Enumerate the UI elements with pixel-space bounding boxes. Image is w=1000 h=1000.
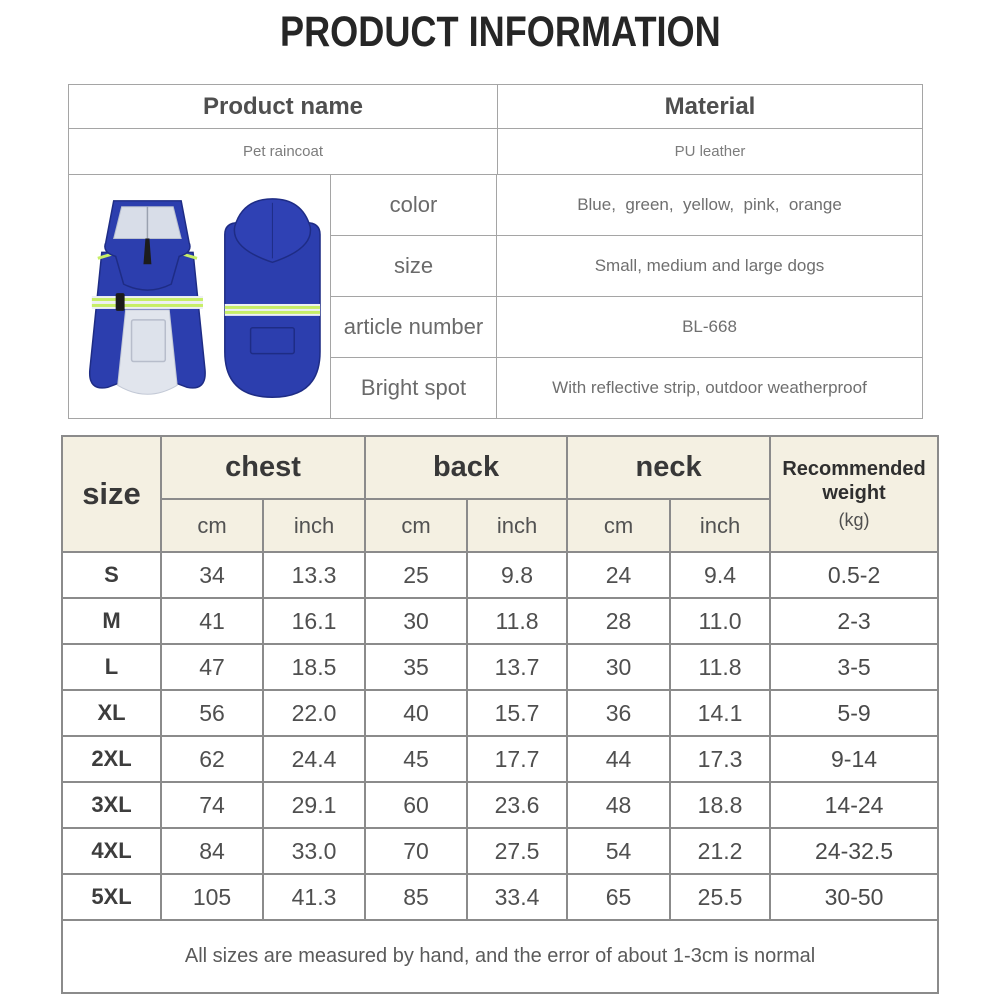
size-cell: 4XL: [62, 828, 161, 874]
neck-inch-cell: 18.8: [670, 782, 770, 828]
chest-cm-cell: 105: [161, 874, 263, 920]
spec-label-bright-spot: Bright spot: [331, 358, 497, 419]
chest-cm-cell: 56: [161, 690, 263, 736]
raincoat-front-view: [89, 200, 204, 393]
weight-column-header: [770, 436, 938, 552]
size-row-4xl: [62, 828, 938, 874]
size-row-5xl: [62, 874, 938, 920]
spec-label-size: size: [331, 236, 497, 297]
size-cell: 5XL: [62, 874, 161, 920]
size-cell: XL: [62, 690, 161, 736]
spec-label-color: color: [331, 175, 497, 236]
neck-column-header: neck: [567, 436, 770, 499]
neck-cm-cell: 44: [567, 736, 670, 782]
back-inch-cell: 23.6: [467, 782, 567, 828]
size-row-m: [62, 598, 938, 644]
back-column-header: back: [365, 436, 567, 499]
size-column-header: size: [62, 436, 161, 552]
page-title: PRODUCT INFORMATION: [279, 8, 721, 56]
material-header: Material: [498, 85, 923, 129]
neck-cm-cell: 24: [567, 552, 670, 598]
chest-inch-cell: 13.3: [263, 552, 365, 598]
back-inch-cell: 9.8: [467, 552, 567, 598]
back-inch-cell: 15.7: [467, 690, 567, 736]
chest-cm-header: cm: [161, 499, 263, 552]
back-inch-cell: 33.4: [467, 874, 567, 920]
weight-cell: 3-5: [770, 644, 938, 690]
back-inch-header: inch: [467, 499, 567, 552]
size-cell: S: [62, 552, 161, 598]
size-row-s: [62, 552, 938, 598]
material-value: PU leather: [498, 129, 923, 175]
size-chart-table: [61, 435, 939, 994]
neck-cm-cell: 65: [567, 874, 670, 920]
product-name-value: Pet raincoat: [69, 129, 498, 175]
size-cell: M: [62, 598, 161, 644]
chest-cm-cell: 41: [161, 598, 263, 644]
back-cm-cell: 60: [365, 782, 467, 828]
weight-cell: 5-9: [770, 690, 938, 736]
back-inch-cell: 17.7: [467, 736, 567, 782]
weight-cell: 2-3: [770, 598, 938, 644]
back-cm-cell: 70: [365, 828, 467, 874]
back-inch-cell: 13.7: [467, 644, 567, 690]
neck-cm-cell: 48: [567, 782, 670, 828]
size-row-xl: [62, 690, 938, 736]
product-name-header: Product name: [69, 85, 498, 129]
spec-table: [68, 174, 923, 419]
chest-cm-cell: 84: [161, 828, 263, 874]
size-row-3xl: [62, 782, 938, 828]
weight-cell: 24-32.5: [770, 828, 938, 874]
neck-inch-cell: 9.4: [670, 552, 770, 598]
chest-inch-cell: 18.5: [263, 644, 365, 690]
measurement-disclaimer: All sizes are measured by hand, and the error of about 1-3cm is normal: [62, 920, 938, 993]
neck-inch-cell: 11.0: [670, 598, 770, 644]
back-cm-cell: 35: [365, 644, 467, 690]
back-cm-cell: 85: [365, 874, 467, 920]
back-cm-cell: 45: [365, 736, 467, 782]
chest-inch-cell: 16.1: [263, 598, 365, 644]
back-inch-cell: 27.5: [467, 828, 567, 874]
size-row-2xl: [62, 736, 938, 782]
neck-inch-header: inch: [670, 499, 770, 552]
neck-inch-cell: 14.1: [670, 690, 770, 736]
spec-label-article-number: article number: [331, 297, 497, 358]
neck-cm-cell: 30: [567, 644, 670, 690]
chest-inch-cell: 24.4: [263, 736, 365, 782]
back-inch-cell: 11.8: [467, 598, 567, 644]
chest-column-header: chest: [161, 436, 365, 499]
chest-cm-cell: 47: [161, 644, 263, 690]
neck-inch-cell: 11.8: [670, 644, 770, 690]
raincoat-back-view: [224, 198, 319, 396]
chest-inch-cell: 22.0: [263, 690, 365, 736]
back-cm-cell: 40: [365, 690, 467, 736]
chest-inch-cell: 33.0: [263, 828, 365, 874]
neck-inch-cell: 25.5: [670, 874, 770, 920]
neck-inch-cell: 17.3: [670, 736, 770, 782]
spec-value-size: Small, medium and large dogs: [497, 236, 923, 297]
weight-cell: 9-14: [770, 736, 938, 782]
size-cell: L: [62, 644, 161, 690]
neck-cm-cell: 54: [567, 828, 670, 874]
neck-inch-cell: 21.2: [670, 828, 770, 874]
neck-cm-cell: 28: [567, 598, 670, 644]
spec-value-article-number: BL-668: [497, 297, 923, 358]
spec-value-color: Blue, green, yellow, pink, orange: [497, 175, 923, 236]
product-material-table: [68, 84, 923, 175]
chest-inch-header: inch: [263, 499, 365, 552]
weight-cell: 14-24: [770, 782, 938, 828]
size-row-l: [62, 644, 938, 690]
neck-cm-header: cm: [567, 499, 670, 552]
back-cm-header: cm: [365, 499, 467, 552]
weight-cell: 0.5-2: [770, 552, 938, 598]
size-cell: 2XL: [62, 736, 161, 782]
weight-cell: 30-50: [770, 874, 938, 920]
back-cm-cell: 30: [365, 598, 467, 644]
back-cm-cell: 25: [365, 552, 467, 598]
raincoat-illustration: [76, 190, 324, 412]
size-cell: 3XL: [62, 782, 161, 828]
chest-inch-cell: 41.3: [263, 874, 365, 920]
weight-header-text: Recommended weight: [782, 458, 926, 504]
title-bar: [0, 8, 1000, 57]
product-photo: [69, 175, 331, 419]
chest-cm-cell: 74: [161, 782, 263, 828]
chest-cm-cell: 34: [161, 552, 263, 598]
neck-cm-cell: 36: [567, 690, 670, 736]
spec-value-bright-spot: With reflective strip, outdoor weatherproof: [497, 358, 923, 419]
chest-inch-cell: 29.1: [263, 782, 365, 828]
weight-unit-text: (kg): [838, 510, 870, 530]
chest-cm-cell: 62: [161, 736, 263, 782]
